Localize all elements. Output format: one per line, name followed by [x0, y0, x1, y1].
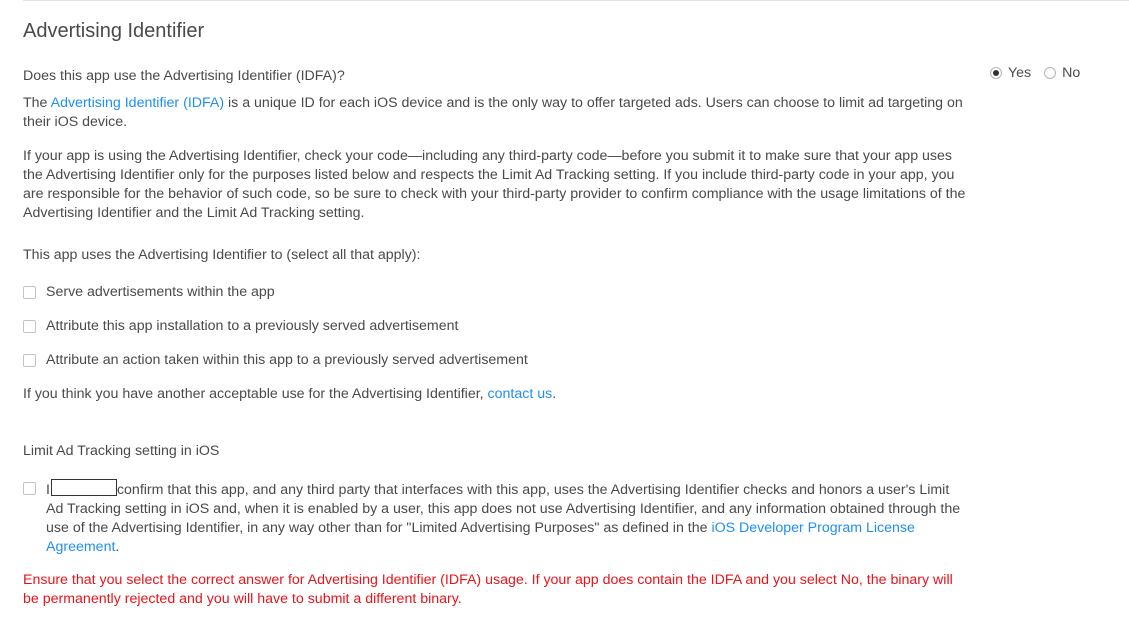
limit-ad-tracking-confirm-text: [46, 479, 961, 557]
idfa-description: [23, 94, 968, 132]
name-redacted-field: [51, 479, 117, 496]
idfa-radio-group: [990, 65, 1093, 81]
idfa-yes-radio[interactable]: [990, 65, 1031, 81]
section-title: Advertising Identifier: [23, 20, 205, 42]
other-use-prefix: If you think you have another acceptable use for the Advertising Identifier,: [23, 386, 488, 402]
idfa-info-link[interactable]: Advertising Identifier (IDFA): [50, 95, 225, 111]
confirm-body: confirm that this app, and any third party that interfaces with this app, uses the Advertising Identifier checks and honors a user's Limit Ad Tracking setting in iOS and, when it is enabled by a user, this app does not use Advertising Identifier, and any information obtained through the use of the Advertising Identifier, in any way other than for "Limited Advertising Purposes" as defined in the: [46, 482, 961, 536]
use-option-attribute-action[interactable]: [23, 351, 528, 370]
use-option-attribute-install[interactable]: [23, 317, 458, 336]
attribute-action-checkbox[interactable]: [23, 354, 36, 367]
idfa-description-suffix: is a unique ID for each iOS device and is the only way to offer targeted ads. Users can choose to limit ad targeting on their iOS device.: [23, 95, 963, 130]
attribute-install-checkbox[interactable]: [23, 320, 36, 333]
idfa-yes-label: Yes: [1008, 65, 1032, 81]
serve-ads-checkbox[interactable]: [23, 286, 36, 299]
other-use-suffix: .: [552, 386, 557, 402]
confirm-suffix: .: [115, 539, 120, 555]
idfa-description-prefix: The: [23, 95, 51, 111]
radio-selected-icon[interactable]: [990, 67, 1002, 79]
contact-us-link[interactable]: contact us: [487, 386, 553, 402]
idfa-no-radio[interactable]: [1044, 65, 1080, 81]
limit-ad-tracking-confirm: [23, 479, 961, 557]
idfa-no-label: No: [1062, 65, 1081, 81]
idfa-warning-message: Ensure that you select the correct answer for Advertising Identifier (IDFA) usage. If your app does contain the IDFA and you select No, the binary will be permanently rejected and you will have to submit a different binary.: [23, 572, 953, 607]
attribute-install-label: Attribute this app installation to a previously served advertisement: [46, 318, 459, 334]
limit-ad-tracking-checkbox[interactable]: [23, 482, 36, 495]
license-agreement-link[interactable]: iOS Developer Program License Agreement: [46, 520, 915, 555]
attribute-action-label: Attribute an action taken within this app to a previously served advertisement: [46, 352, 528, 368]
top-divider: [23, 0, 1129, 1]
confirm-prefix: I: [46, 482, 50, 498]
idfa-question: Does this app use the Advertising Identifier (IDFA)?: [23, 68, 345, 84]
serve-ads-label: Serve advertisements within the app: [46, 284, 275, 300]
uses-heading: This app uses the Advertising Identifier to (select all that apply):: [23, 247, 421, 263]
code-check-paragraph: If your app is using the Advertising Identifier, check your code—including any third-party code—before you submit it to make sure that your app uses the Advertising Identifier only for the purposes listed below and respects the Limit Ad Tracking setting. If you include third-party code in your app, you are responsible for the behavior of such code, so be sure to check with your third-party provider to confirm compliance with the usage limitations of the Advertising Identifier and the Limit Ad Tracking setting.: [23, 148, 966, 221]
use-option-serve-ads[interactable]: [23, 283, 275, 302]
limit-ad-tracking-heading: Limit Ad Tracking setting in iOS: [23, 443, 220, 459]
other-use-paragraph: [23, 385, 968, 404]
radio-unselected-icon[interactable]: [1044, 67, 1056, 79]
